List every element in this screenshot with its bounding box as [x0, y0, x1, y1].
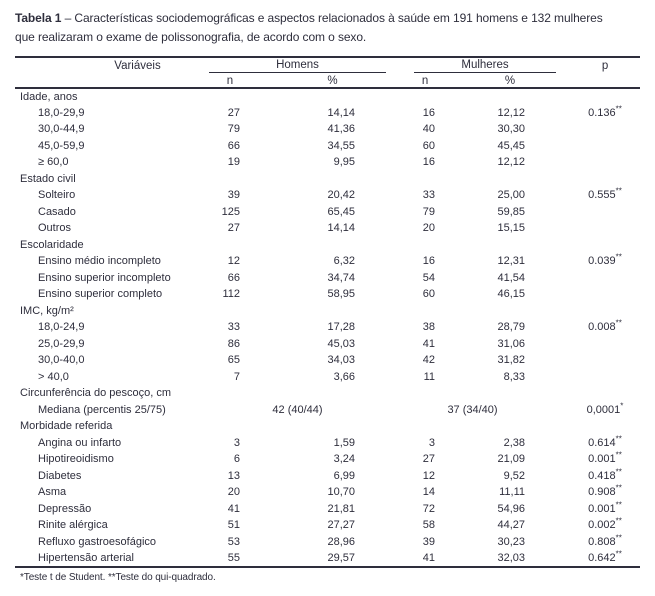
- cell-variable-label: 18,0-24,9: [38, 321, 85, 334]
- table-row: [15, 517, 640, 534]
- cell-n-women: 16: [422, 156, 436, 169]
- cell-pct-men: 34,55: [327, 139, 356, 152]
- p-value-test-marker: **: [615, 186, 622, 196]
- cell-n-men: 27: [227, 222, 240, 235]
- cell-pct-women: 12,12: [497, 156, 526, 169]
- cell-pct-men: 10,70: [327, 486, 356, 499]
- table-row: [15, 105, 640, 122]
- cell-n-women: 60: [422, 288, 436, 301]
- cell-variable-label: Ensino superior incompleto: [38, 271, 171, 284]
- cell-pct-women: 12,31: [497, 255, 526, 268]
- cell-n-women: 38: [422, 321, 436, 334]
- column-header-variables: Variáveis: [114, 60, 161, 72]
- cell-pct-men: 6,32: [333, 255, 356, 268]
- cell-variable-label: Ensino superior completo: [38, 288, 163, 301]
- cell-pct-women: 31,82: [497, 354, 526, 367]
- p-value-test-marker: **: [615, 318, 622, 328]
- cell-p-value: [570, 204, 640, 221]
- table-row: [15, 270, 640, 287]
- cell-n-women: 33: [422, 189, 436, 202]
- table-row: [15, 253, 640, 270]
- section-header-row: [15, 171, 640, 188]
- section-header-row: [15, 237, 640, 254]
- cell-variable-label: Depressão: [38, 502, 92, 515]
- subheader-n-men: n: [226, 75, 234, 87]
- header-row-groups: [15, 57, 640, 74]
- cell-pct-men: 1,59: [333, 436, 356, 449]
- cell-pct-men: 17,28: [327, 321, 356, 334]
- cell-variable-label: Rinite alérgica: [38, 519, 108, 532]
- cell-pct-men: 9,95: [333, 156, 356, 169]
- sociodemographic-table: [15, 56, 640, 568]
- cell-n-men: 53: [227, 535, 240, 548]
- cell-variable-label: > 40,0: [38, 370, 69, 383]
- column-group-men: [195, 57, 400, 74]
- cell-pct-women: 30,23: [497, 535, 526, 548]
- cell-n-women: 27: [422, 453, 436, 466]
- cell-n-women: 11: [423, 370, 436, 383]
- cell-p-value: [570, 286, 640, 303]
- cell-n-men: 6: [233, 453, 240, 466]
- cell-n-men: 19: [227, 156, 240, 169]
- p-value-test-marker: **: [615, 467, 622, 477]
- cell-n-men: 20: [227, 486, 240, 499]
- p-value-test-marker: **: [615, 500, 622, 510]
- cell-pct-women: 31,06: [497, 337, 526, 350]
- table-row: [15, 187, 640, 204]
- cell-variable-label: Outros: [38, 222, 72, 235]
- cell-p-value: [570, 138, 640, 155]
- cell-pct-men: 58,95: [327, 288, 356, 301]
- cell-pct-women: 11,11: [499, 486, 526, 499]
- cell-pct-women: 54,96: [497, 502, 526, 515]
- cell-n-men: 55: [227, 551, 240, 564]
- cell-pct-men: 3,24: [333, 453, 356, 466]
- cell-p-value: 0.555**: [588, 186, 622, 202]
- column-header-p: p: [601, 60, 609, 72]
- cell-pct-men: 45,03: [327, 337, 356, 350]
- cell-variable-label: 25,0-29,9: [38, 337, 85, 350]
- section-header-row: [15, 88, 640, 105]
- cell-variable-label: Hipertensão arterial: [38, 551, 134, 564]
- cell-pct-women: 2,38: [503, 436, 526, 449]
- cell-p-value: 0.001**: [588, 450, 622, 466]
- cell-n-men: 51: [227, 519, 240, 532]
- cell-pct-women: 28,79: [497, 321, 526, 334]
- column-group-women: [400, 57, 570, 74]
- cell-n-men: 66: [227, 271, 240, 284]
- cell-p-value: 0.136**: [588, 104, 622, 119]
- cell-p-value: 0.908**: [588, 483, 622, 499]
- cell-pct-women: 25,00: [497, 189, 526, 202]
- section-label: Circunferência do pescoço, cm: [20, 387, 172, 400]
- cell-p-value: 0.002**: [588, 516, 622, 532]
- cell-pct-men: 6,99: [333, 469, 356, 482]
- cell-pct-women: 41,54: [497, 271, 526, 284]
- table-row: [15, 154, 640, 171]
- cell-n-women: 40: [422, 123, 436, 136]
- table-row: [15, 369, 640, 386]
- table-row: [15, 121, 640, 138]
- caption-line-1-text: – Características sociodemográficas e aspectos relacionados à saúde em 191 homens e 132 mulheres: [64, 11, 603, 25]
- cell-p-value: [570, 220, 640, 237]
- p-value-test-marker: **: [615, 252, 622, 262]
- cell-pct-women: 46,15: [497, 288, 526, 301]
- p-value-test-marker: **: [615, 549, 622, 559]
- cell-pct-women: 45,45: [497, 139, 526, 152]
- cell-p-value: 0.642**: [588, 549, 622, 564]
- p-value-test-marker: **: [615, 104, 622, 114]
- section-header-row: [15, 303, 640, 320]
- cell-pct-men: 14,14: [327, 222, 356, 235]
- cell-pct-men: 21,81: [327, 502, 356, 515]
- cell-pct-men: 14,14: [327, 106, 356, 119]
- cell-pct-women: 8,33: [503, 370, 526, 383]
- cell-p-value: [570, 154, 640, 171]
- cell-variable-label: ≥ 60,0: [38, 156, 69, 169]
- cell-p-value: [570, 270, 640, 287]
- cell-pct-women: 21,09: [497, 453, 526, 466]
- cell-p-value: [570, 369, 640, 386]
- table-row: [15, 138, 640, 155]
- p-value-test-marker: **: [615, 434, 622, 444]
- section-label: Morbidade referida: [20, 420, 113, 433]
- cell-n-men: 86: [227, 337, 240, 350]
- cell-variable-label: Diabetes: [38, 469, 82, 482]
- cell-n-women: 20: [422, 222, 436, 235]
- cell-n-women: 60: [422, 139, 436, 152]
- cell-n-women: 16: [422, 106, 436, 119]
- table-row: [15, 501, 640, 518]
- cell-n-men: 13: [227, 469, 240, 482]
- cell-n-women: 12: [422, 469, 436, 482]
- cell-n-men: 7: [233, 370, 240, 383]
- table-row: [15, 204, 640, 221]
- section-label: Escolaridade: [20, 238, 84, 251]
- cell-variable-label: 30,0-44,9: [38, 123, 85, 136]
- cell-pct-men: 27,27: [327, 519, 356, 532]
- cell-n-women: 3: [428, 436, 436, 449]
- table-row: [15, 220, 640, 237]
- cell-pct-women: 12,12: [497, 106, 526, 119]
- cell-variable-label: 45,0-59,9: [38, 139, 85, 152]
- cell-p-value: [570, 352, 640, 369]
- cell-p-value: 0.039**: [588, 252, 622, 268]
- table-row: [15, 319, 640, 336]
- cell-variable-label: Solteiro: [38, 189, 76, 202]
- cell-pct-men: 34,74: [327, 271, 356, 284]
- table-row: [15, 352, 640, 369]
- cell-pct-men: 28,96: [327, 535, 356, 548]
- section-label: IMC, kg/m²: [20, 304, 74, 317]
- cell-n-women: 72: [422, 502, 436, 515]
- section-header-row: [15, 418, 640, 435]
- table-row: [15, 451, 640, 468]
- cell-pct-men: 20,42: [327, 189, 356, 202]
- cell-p-value: 0.418**: [588, 467, 622, 482]
- cell-n-men: 12: [227, 255, 240, 268]
- subheader-pct-men: %: [327, 75, 338, 87]
- cell-pct-women: 59,85: [497, 205, 526, 218]
- cell-pct-women: 30,30: [497, 123, 526, 136]
- cell-median-women: 37 (34/40): [447, 403, 498, 416]
- cell-n-men: 39: [227, 189, 240, 202]
- p-value-test-marker: **: [615, 516, 622, 526]
- cell-p-value: [570, 336, 640, 353]
- cell-p-value: 0.808**: [588, 533, 622, 548]
- table-body: [15, 88, 640, 567]
- cell-n-women: 58: [422, 519, 436, 532]
- p-value-test-marker: **: [615, 533, 622, 543]
- cell-n-men: 27: [227, 106, 240, 119]
- cell-median-men: 42 (40/44): [272, 403, 323, 416]
- table-header: [15, 57, 640, 88]
- p-value-test-marker: **: [615, 450, 622, 460]
- subheader-pct-women: %: [504, 75, 516, 87]
- cell-p-value: 0.001**: [588, 500, 622, 515]
- p-value-test-marker: *: [620, 401, 624, 411]
- section-label: Estado civil: [20, 172, 76, 185]
- cell-n-women: 16: [422, 255, 436, 268]
- column-group-women-label: Mulheres: [461, 59, 509, 71]
- cell-n-men: 79: [227, 123, 240, 136]
- cell-pct-women: 15,15: [497, 222, 526, 235]
- caption-line-2: que realizaram o exame de polissonografia, de acordo com o sexo.: [15, 30, 367, 44]
- cell-p-value: [570, 121, 640, 138]
- table-number-label: Tabela 1: [15, 11, 62, 25]
- table-row: [15, 336, 640, 353]
- table-row: [15, 402, 640, 419]
- cell-variable-label: Asma: [38, 486, 67, 499]
- table-row: [15, 468, 640, 485]
- cell-n-men: 33: [227, 321, 240, 334]
- cell-variable-label: Ensino médio incompleto: [38, 255, 161, 268]
- cell-pct-women: 44,27: [497, 519, 526, 532]
- cell-n-men: 66: [227, 139, 240, 152]
- cell-pct-men: 29,57: [327, 551, 356, 564]
- cell-variable-label: Angina ou infarto: [38, 436, 122, 449]
- table-caption: [15, 9, 640, 47]
- cell-variable-label: 30,0-40,0: [38, 354, 85, 367]
- section-header-row: [15, 385, 640, 402]
- cell-n-women: 79: [422, 205, 436, 218]
- cell-variable-label: Hipotireoidismo: [38, 453, 114, 466]
- cell-n-men: 41: [227, 502, 240, 515]
- section-label: Idade, anos: [20, 90, 78, 103]
- subheader-n-women: n: [421, 75, 429, 87]
- cell-pct-men: 34,03: [327, 354, 356, 367]
- table-row: [15, 550, 640, 567]
- cell-variable-label: 18,0-29,9: [38, 106, 85, 119]
- cell-n-men: 125: [221, 205, 240, 218]
- cell-pct-women: 9,52: [503, 469, 526, 482]
- table-footnote: *Teste t de Student. **Teste do qui-quadrado.: [20, 571, 216, 583]
- table-row: [15, 484, 640, 501]
- cell-pct-men: 65,45: [327, 205, 356, 218]
- cell-variable-label: Mediana (percentis 25/75): [38, 403, 166, 416]
- cell-n-men: 3: [233, 436, 240, 449]
- cell-variable-label: Refluxo gastroesofágico: [38, 535, 157, 548]
- cell-n-women: 41: [422, 337, 436, 350]
- cell-pct-women: 32,03: [497, 551, 526, 564]
- cell-n-women: 14: [422, 486, 436, 499]
- cell-variable-label: Casado: [38, 205, 76, 218]
- table-row: [15, 435, 640, 452]
- table-row: [15, 286, 640, 303]
- cell-n-men: 112: [222, 288, 240, 301]
- cell-p-value: 0.008**: [588, 318, 622, 334]
- table-row: [15, 534, 640, 551]
- p-value-test-marker: **: [615, 483, 622, 493]
- column-group-men-label: Homens: [276, 59, 319, 71]
- cell-n-men: 65: [227, 354, 240, 367]
- cell-n-women: 42: [422, 354, 436, 367]
- cell-p-value: 0.614**: [588, 434, 622, 449]
- cell-pct-men: 41,36: [327, 123, 356, 136]
- caption-line-1: [15, 9, 640, 28]
- cell-n-women: 41: [422, 551, 436, 564]
- cell-n-women: 54: [422, 271, 436, 284]
- cell-p-value: 0,0001*: [586, 401, 624, 416]
- cell-pct-men: 3,66: [333, 370, 356, 383]
- cell-n-women: 39: [422, 535, 436, 548]
